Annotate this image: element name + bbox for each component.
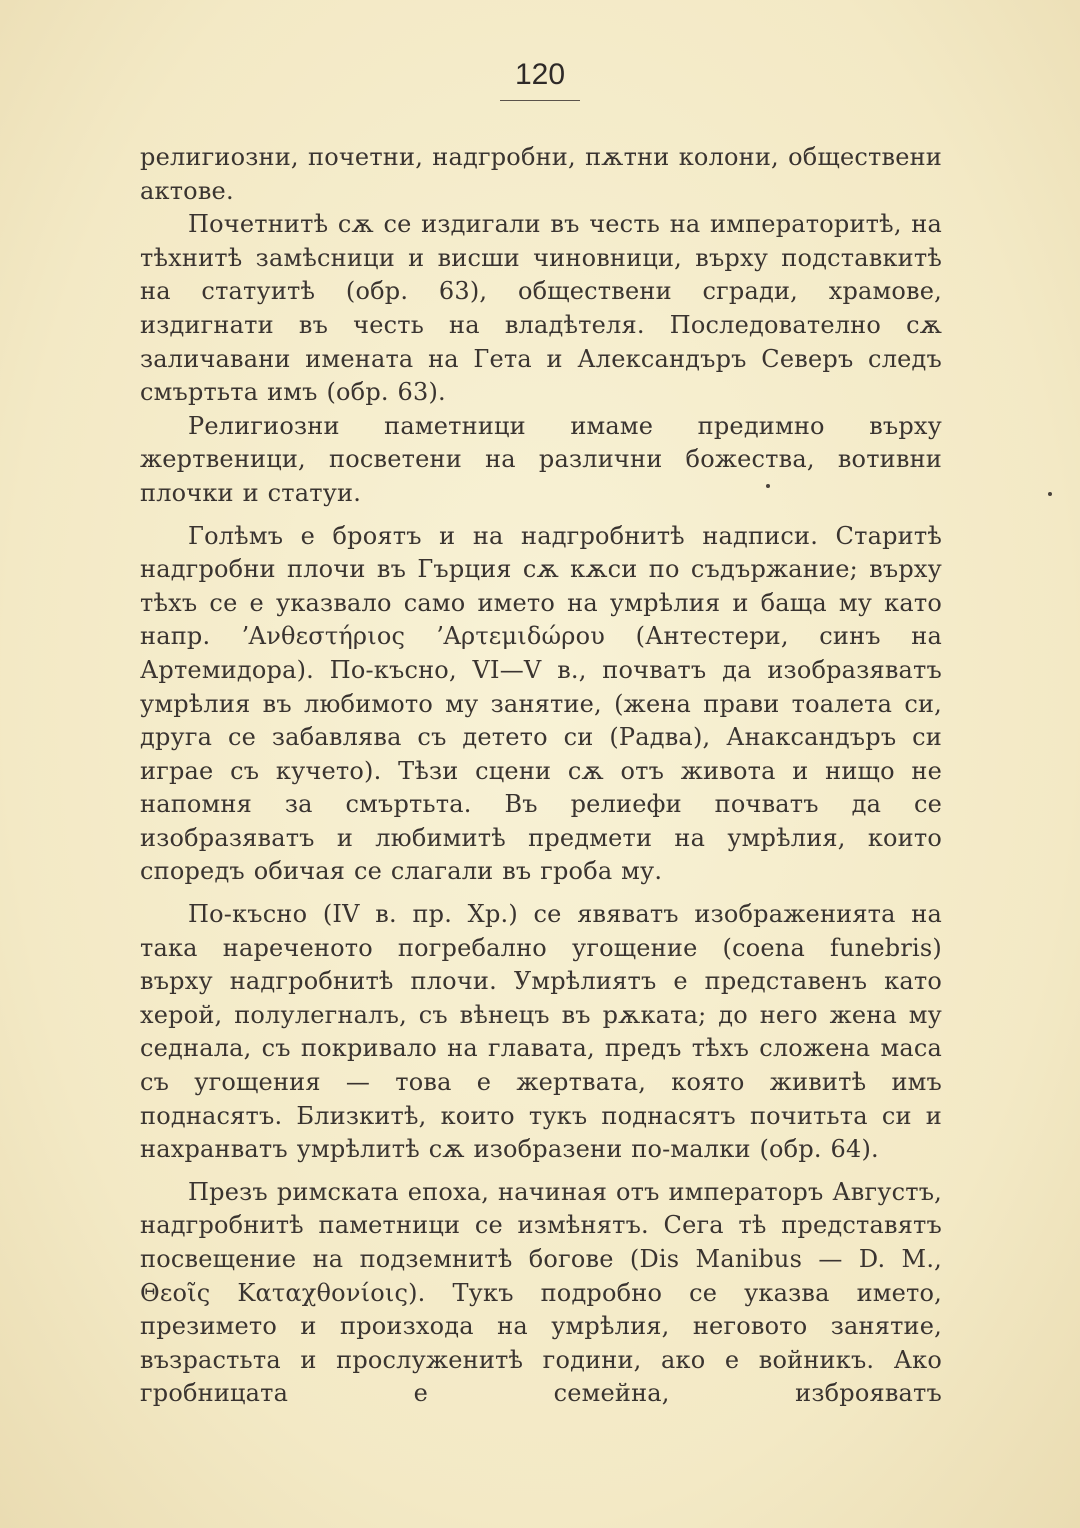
paragraph-6: Презъ римската епоха, начиная отъ императоръ Августъ, надгробнитѣ паметници се измѣнятъ. Сега тѣ представятъ посвещение на подземнитѣ богове (Dis Manibus — D. M., Θεοῖς Καταχθονίοις). Тукъ подробно се указва името, презимето и произхода на умрѣлия, неговото занятие, възрастьта и прослуженитѣ години, ако е войникъ. Ако гробницата е семейна, изброяватъ <box>140 1177 942 1408</box>
paragraph-4: Голѣмъ е броятъ и на надгробнитѣ надписи. Старитѣ надгробни плочи въ Гърция сѫ кѫси по съдържание; върху тѣхъ се е указвало само името на умрѣлия и баща му като напр. ʼΑνθεστήριος ʼΑρτεμιδώρου (Антестери, синъ на Артемидора). По-късно, VI—V в., почватъ да изобразяватъ умрѣлия въ любимото му занятие, (жена прави тоалета си, друга се забавлява съ детето си (Радва), Анаксандъръ си играе съ кучето). Тѣзи сцени сѫ отъ живота и нищо не напомня за смъртьта. Въ релиефи почватъ да се изобразяватъ и любимитѣ предмети на умрѣлия, които споредъ обичая се слагали въ гроба му. <box>140 521 942 886</box>
paragraph-2: Почетнитѣ сѫ се издигали въ честь на императоритѣ, на тѣхнитѣ замѣсници и висши чиновници, върху подставкитѣ на статуитѣ (обр. 63), обществени сгради, храмове, издигнати въ честь на владѣтеля. Последователно сѫ заличавани имената на Гета и Александъръ Северъ следъ смъртьта имъ (обр. 63). <box>140 210 942 407</box>
ink-speck <box>766 484 770 488</box>
ink-speck <box>1048 492 1052 496</box>
page-number-underline <box>500 100 580 101</box>
page-number: 120 <box>514 58 566 91</box>
paragraph-1: религиозни, почетни, надгробни, пѫтни колони, обществени актове. <box>140 143 942 205</box>
paragraph-3: Религиозни паметници имаме предимно върху жертвеници, посветени на различни божества, вотивни плочки и статуи. <box>140 411 942 507</box>
paragraph-5: По-късно (IV в. пр. Хр.) се явяватъ изображенията на така нареченото погребално угощение (coena funebris) върху надгробнитѣ плочи. Умрѣлиятъ е представенъ като херой, полулегналъ, съ вѣнецъ въ рѫката; до него жена му седнала, съ покривало на главата, предъ тѣхъ сложена маса съ угощения — това е жертвата, която живитѣ имъ поднасятъ. Близкитѣ, които тукъ поднасятъ почитьта си и нахранватъ умрѣлитѣ сѫ изобразени по-малки (обр. 64). <box>140 900 942 1164</box>
body-text <box>140 141 942 1411</box>
